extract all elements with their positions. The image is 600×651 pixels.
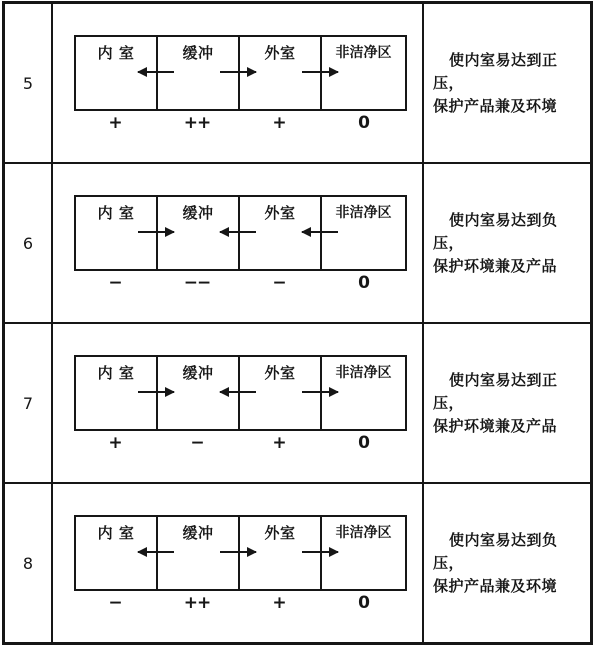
pressure-sign: −	[108, 273, 122, 293]
pressure-signs	[74, 434, 407, 452]
room-label-buffer: 缓冲	[182, 204, 214, 222]
description-line2: 保护产品兼及环境	[433, 576, 558, 595]
room-label-buffer: 缓冲	[182, 364, 214, 382]
room-label-inner: 内 室	[97, 204, 135, 222]
description-text	[433, 529, 584, 598]
pressure-sign: −	[108, 593, 122, 613]
room-cell-inner	[76, 197, 158, 269]
room-label-inner: 内 室	[97, 44, 135, 62]
description-text	[433, 209, 584, 278]
pressure-signs	[74, 114, 407, 132]
room-box	[74, 35, 407, 111]
room-label-nonclean: 非洁净区	[335, 525, 392, 541]
room-label-buffer: 缓冲	[182, 524, 214, 542]
room-box	[74, 355, 407, 431]
room-cell-outer	[240, 357, 322, 429]
description-line2: 保护产品兼及环境	[433, 96, 558, 115]
description-cell	[424, 484, 590, 642]
pressure-sign: ++	[183, 113, 211, 133]
pressure-diagram	[53, 4, 424, 162]
description-line1: 使内室易达到负压，	[433, 530, 558, 572]
description-line2: 保护环境兼及产品	[433, 256, 558, 275]
room-label-nonclean: 非洁净区	[335, 205, 392, 221]
table-row	[5, 164, 590, 324]
pressure-sign: 0	[358, 433, 369, 453]
flow-arrow-icon	[138, 391, 174, 393]
pressure-sign: −	[190, 433, 204, 453]
pressure-diagram	[53, 164, 424, 322]
pressure-sign: +	[272, 593, 286, 613]
room-cell-nonclean	[322, 197, 405, 269]
pressure-sign: +	[108, 113, 122, 133]
row-number: 8	[5, 484, 53, 642]
pressure-sign: −	[272, 273, 286, 293]
pressure-sign: +	[108, 433, 122, 453]
room-label-outer: 外室	[264, 44, 296, 62]
pressure-sign: 0	[358, 113, 369, 133]
room-label-nonclean: 非洁净区	[335, 45, 392, 61]
row-number: 6	[5, 164, 53, 322]
pressure-sign: 0	[358, 593, 369, 613]
description-line1: 使内室易达到正压，	[433, 50, 558, 92]
pressure-signs	[74, 274, 407, 292]
pressure-sign: +	[272, 433, 286, 453]
flow-arrow-icon	[138, 71, 174, 73]
pressure-sign: −−	[183, 273, 211, 293]
room-label-inner: 内 室	[97, 524, 135, 542]
room-box	[74, 195, 407, 271]
pressure-sign: +	[272, 113, 286, 133]
room-box	[74, 515, 407, 591]
table-row	[5, 324, 590, 484]
description-line2: 保护环境兼及产品	[433, 416, 558, 435]
description-line1: 使内室易达到负压，	[433, 210, 558, 252]
pressure-scheme-table	[2, 1, 593, 645]
flow-arrow-icon	[138, 551, 174, 553]
pressure-sign: 0	[358, 273, 369, 293]
row-number: 7	[5, 324, 53, 482]
pressure-sign: ++	[183, 593, 211, 613]
pressure-diagram	[53, 484, 424, 642]
description-text	[433, 369, 584, 438]
room-label-buffer: 缓冲	[182, 44, 214, 62]
room-cell-buffer	[158, 517, 240, 589]
flow-arrow-icon	[220, 71, 256, 73]
pressure-signs	[74, 594, 407, 612]
row-number: 5	[5, 4, 53, 162]
room-cell-buffer	[158, 37, 240, 109]
room-label-outer: 外室	[264, 364, 296, 382]
flow-arrow-icon	[302, 551, 338, 553]
table-row	[5, 4, 590, 164]
flow-arrow-icon	[138, 231, 174, 233]
table-row	[5, 484, 590, 642]
description-cell	[424, 324, 590, 482]
description-cell	[424, 164, 590, 322]
room-label-outer: 外室	[264, 204, 296, 222]
flow-arrow-icon	[220, 231, 256, 233]
pressure-diagram	[53, 324, 424, 482]
room-cell-inner	[76, 357, 158, 429]
room-label-outer: 外室	[264, 524, 296, 542]
room-label-inner: 内 室	[97, 364, 135, 382]
description-cell	[424, 4, 590, 162]
flow-arrow-icon	[220, 551, 256, 553]
flow-arrow-icon	[302, 231, 338, 233]
description-line1: 使内室易达到正压，	[433, 370, 558, 412]
flow-arrow-icon	[302, 71, 338, 73]
room-label-nonclean: 非洁净区	[335, 365, 392, 381]
flow-arrow-icon	[220, 391, 256, 393]
flow-arrow-icon	[302, 391, 338, 393]
description-text	[433, 49, 584, 118]
